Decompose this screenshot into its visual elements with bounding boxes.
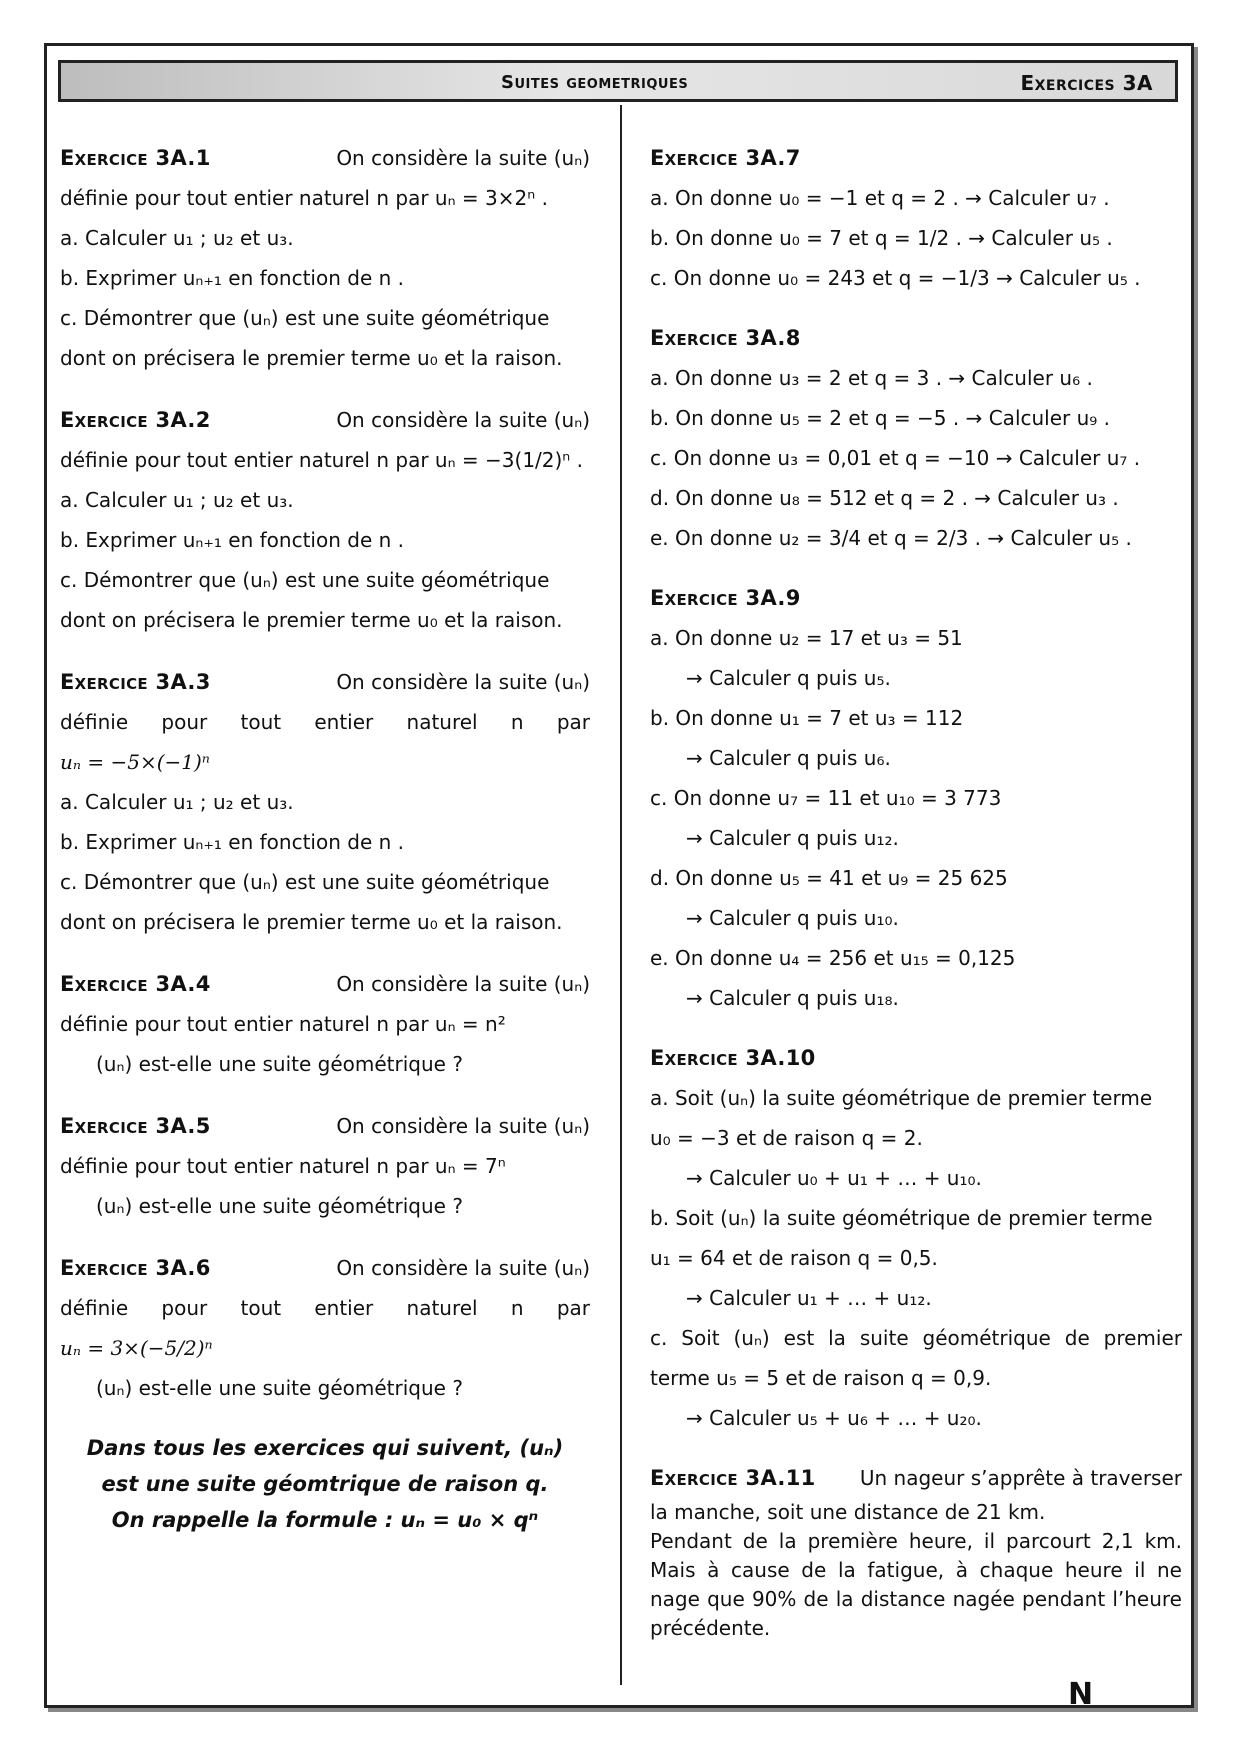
question-b: b. On donne u₅ = 2 et q = −5 . → Calculer u₉ . [650,406,1111,430]
question-a-cont: u₀ = −3 et de raison q = 2. [650,1126,923,1150]
question-b-task: → Calculer q puis u₆. [686,746,891,770]
exercise-intro: On considère la suite (uₙ) [336,146,590,170]
question-c-task: → Calculer q puis u₁₂. [686,826,899,850]
exercise-intro: On considère la suite (uₙ) [336,972,590,996]
page-header [58,60,1178,102]
question: (uₙ) est-elle une suite géométrique ? [96,1052,463,1076]
question-c-cont: dont on précisera le premier terme u₀ et la raison. [60,608,563,632]
question-e: e. On donne u₄ = 256 et u₁₅ = 0,125 [650,946,1016,970]
question-c-task: → Calculer u₅ + u₆ + … + u₂₀. [686,1406,982,1430]
question-a: a. On donne u₀ = −1 et q = 2 . → Calculer u₇ . [650,186,1110,210]
exercise-heading: Exercice 3A.5 [60,1114,211,1138]
exercise-3a10 [650,1038,1182,1438]
question-a: a. On donne u₃ = 2 et q = 3 . → Calculer u₆ . [650,366,1093,390]
formula: uₙ = −5×(−1)ⁿ [60,750,210,774]
exercise-intro: On considère la suite (uₙ) [336,670,590,694]
question-d: d. On donne u₅ = 41 et u₉ = 25 625 [650,866,1008,890]
exercise-line: définie pour tout entier naturel n par uₙ = 3×2ⁿ . [60,186,548,210]
question-d-task: → Calculer q puis u₁₀. [686,906,899,930]
question-a: a. Soit (uₙ) la suite géométrique de premier terme [650,1086,1153,1110]
question-b: b. On donne u₀ = 7 et q = 1/2 . → Calculer u₅ . [650,226,1113,250]
exercise-line: Mais à cause de la fatigue, à chaque heure il ne [650,1558,1182,1582]
question-d: d. On donne u₈ = 512 et q = 2 . → Calculer u₃ . [650,486,1119,510]
column-divider [620,105,622,1685]
exercise-line: nage que 90% de la distance nagée pendant l’heure [650,1587,1182,1611]
exercise-intro: On considère la suite (uₙ) [336,1256,590,1280]
exercise-line: définie pour tout entier naturel n par uₙ = 7ⁿ [60,1154,506,1178]
exercise-3a6 [60,1248,590,1408]
exercise-3a9 [650,578,1182,1018]
exercise-line: Pendant de la première heure, il parcourt 2,1 km. [650,1529,1182,1553]
question-b-cont: u₁ = 64 et de raison q = 0,5. [650,1246,938,1270]
exercise-intro: Un nageur s’apprête à traverser [859,1466,1182,1490]
question-c: c. Démontrer que (uₙ) est une suite géométrique [60,870,550,894]
exercise-heading-line [60,1248,590,1288]
question: (uₙ) est-elle une suite géométrique ? [96,1194,463,1218]
exercise-intro: On considère la suite (uₙ) [336,408,590,432]
exercise-heading: Exercice 3A.3 [60,670,211,694]
question-b-task: → Calculer u₁ + … + u₁₂. [686,1286,932,1310]
left-column [60,138,590,1538]
right-column [650,138,1182,1663]
exercise-heading: Exercice 3A.10 [650,1046,816,1070]
exercise-3a5 [60,1106,590,1226]
exercise-3a8 [650,318,1182,558]
question-c: c. On donne u₇ = 11 et u₁₀ = 3 773 [650,786,1002,810]
question-c-cont: dont on précisera le premier terme u₀ et la raison. [60,910,563,934]
header-section: Exercices 3A [1020,71,1153,95]
question-c: c. On donne u₃ = 0,01 et q = −10 → Calculer u₇ . [650,446,1141,470]
exercise-heading: Exercice 3A.4 [60,972,211,996]
exercise-3a3 [60,662,590,942]
exercise-heading-line [60,1106,590,1146]
exercise-heading: Exercice 3A.2 [60,408,211,432]
exercise-3a1 [60,138,590,378]
question-b: b. On donne u₁ = 7 et u₃ = 112 [650,706,964,730]
exercise-line: la manche, soit une distance de 21 km. [650,1500,1046,1524]
exercise-heading: Exercice 3A.11 [650,1466,816,1490]
exercise-heading: Exercice 3A.8 [650,326,801,350]
exercise-line: définie pour tout entier naturel n par [60,710,590,734]
exercise-line: définie pour tout entier naturel n par [60,1296,590,1320]
question-a: a. Calculer u₁ ; u₂ et u₃. [60,226,294,250]
question-b: b. Soit (uₙ) la suite géométrique de premier terme [650,1206,1153,1230]
exercise-line: précédente. [650,1616,771,1640]
exercise-line: définie pour tout entier naturel n par uₙ = −3(1/2)ⁿ . [60,448,583,472]
exercise-heading-line [60,662,590,702]
note-line-1: Dans tous les exercices qui suivent, (uₙ) [86,1436,564,1460]
exercise-line: définie pour tout entier naturel n par uₙ = n² [60,1012,506,1036]
exercise-heading-line [60,964,590,1004]
exercise-heading: Exercice 3A.6 [60,1256,211,1280]
question-c: c. Démontrer que (uₙ) est une suite géométrique [60,568,550,592]
exercise-heading: Exercice 3A.7 [650,146,801,170]
question-c: c. Démontrer que (uₙ) est une suite géométrique [60,306,550,330]
question-e-task: → Calculer q puis u₁₈. [686,986,899,1010]
exercise-heading: Exercice 3A.9 [650,586,801,610]
exercise-3a2 [60,400,590,640]
exercise-heading-line [60,138,590,178]
question-b: b. Exprimer uₙ₊₁ en fonction de n . [60,830,405,854]
question-c-cont: terme u₅ = 5 et de raison q = 0,9. [650,1366,992,1390]
header-title: Suites geometriques [501,72,689,93]
question-c: c. On donne u₀ = 243 et q = −1/3 → Calculer u₅ . [650,266,1141,290]
exercise-heading-line [60,400,590,440]
question-c-cont: dont on précisera le premier terme u₀ et la raison. [60,346,563,370]
question-a: a. Calculer u₁ ; u₂ et u₃. [60,790,294,814]
question-a: a. Calculer u₁ ; u₂ et u₃. [60,488,294,512]
question-e: e. On donne u₂ = 3/4 et q = 2/3 . → Calculer u₅ . [650,526,1132,550]
exercise-intro: On considère la suite (uₙ) [336,1114,590,1138]
exercise-heading: Exercice 3A.1 [60,146,211,170]
corner-mark: N [1068,1677,1094,1712]
question-a-task: → Calculer u₀ + u₁ + … + u₁₀. [686,1166,982,1190]
question-b: b. Exprimer uₙ₊₁ en fonction de n . [60,528,405,552]
exercise-3a4 [60,964,590,1084]
question-b: b. Exprimer uₙ₊₁ en fonction de n . [60,266,405,290]
question-c: c. Soit (uₙ) est la suite géométrique de premier [650,1326,1182,1350]
exercise-3a7 [650,138,1182,298]
question: (uₙ) est-elle une suite géométrique ? [96,1376,463,1400]
formula: uₙ = 3×(−5/2)ⁿ [60,1336,213,1360]
question-a: a. On donne u₂ = 17 et u₃ = 51 [650,626,963,650]
note-line-3: On rappelle la formule : uₙ = u₀ × qⁿ [111,1508,539,1532]
question-a-task: → Calculer q puis u₅. [686,666,891,690]
exercise-3a11 [650,1458,1182,1643]
reminder-note [60,1430,590,1538]
note-line-2: est une suite géomtrique de raison q. [101,1472,549,1496]
exercise-heading-line [650,1458,1182,1498]
